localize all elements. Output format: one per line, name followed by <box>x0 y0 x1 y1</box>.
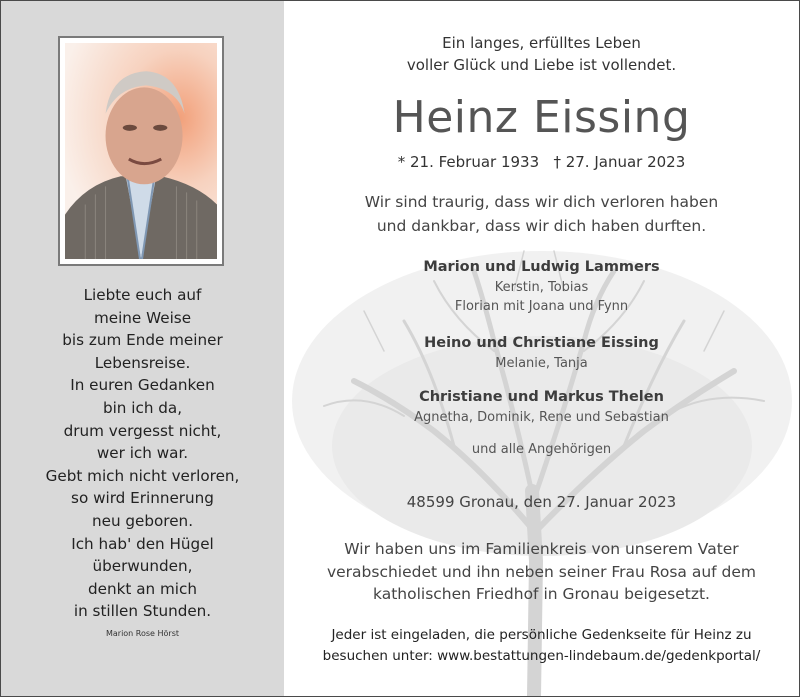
grief-line: und dankbar, dass wir dich haben durften. <box>376 217 707 235</box>
poem-line: Lebensreise. <box>94 353 191 372</box>
main-panel <box>284 1 799 696</box>
intro-line: Ein langes, erfülltes Leben <box>442 34 641 52</box>
poem <box>11 284 274 623</box>
poem-credit: Marion Rose Hörst <box>105 629 180 638</box>
burial-line: katholischen Friedhof in Gronau beigesetzt. <box>373 585 710 603</box>
poem-line: wer ich war. <box>96 444 189 463</box>
grief-line: Wir sind traurig, dass wir dich verloren haben <box>364 193 719 211</box>
poem-line: In euren Gedanken <box>70 376 215 395</box>
portal-line: Jeder ist eingeladen, die persönliche Gedenkseite für Heinz zu <box>331 627 752 643</box>
family-head: Christiane und Markus Thelen <box>419 389 664 405</box>
burial-line: Wir haben uns im Familienkreis von unserem Vater <box>344 540 739 558</box>
place-date: 48599 Gronau, den 27. Januar 2023 <box>406 493 677 511</box>
grief-text <box>284 190 799 238</box>
family-members: Florian mit Joana und Fynn <box>454 299 629 314</box>
family-group <box>284 257 799 316</box>
poem-line: Liebte euch auf <box>83 286 202 304</box>
family-head: Marion und Ludwig Lammers <box>423 259 660 275</box>
poem-line: Gebt mich nicht verloren, <box>45 466 240 485</box>
family-group <box>284 387 799 427</box>
family-head: Heino und Christiane Eissing <box>424 335 659 351</box>
deceased-name: Heinz Eissing <box>392 92 691 143</box>
poem-line: meine Weise <box>93 308 192 327</box>
relatives-line: und alle Angehörigen <box>471 442 612 457</box>
poem-line: in stillen Stunden. <box>73 602 212 621</box>
family-members: Agnetha, Dominik, Rene und Sebastian <box>414 410 669 425</box>
poem-line: neu geboren. <box>91 511 194 530</box>
burial-note <box>284 538 799 606</box>
life-dates: * 21. Februar 1933 † 27. Januar 2023 <box>397 153 686 171</box>
intro-line: voller Glück und Liebe ist vollendet. <box>406 56 677 74</box>
poem-line: bis zum Ende meiner <box>62 331 223 350</box>
poem-line: denkt an mich <box>88 579 197 598</box>
memorial-portal-note <box>284 625 799 667</box>
family-members: Melanie, Tanja <box>495 356 588 371</box>
poem-line: überwunden, <box>92 557 193 576</box>
family-group <box>284 333 799 373</box>
sidebar-panel <box>1 1 284 696</box>
burial-line: verabschiedet und ihn neben seiner Frau Rosa auf dem <box>326 562 757 581</box>
intro-text <box>284 32 799 76</box>
poem-line: Ich hab' den Hügel <box>71 534 214 553</box>
poem-line: so wird Erinnerung <box>71 489 214 508</box>
portrait-illustration <box>65 43 217 259</box>
poem-line: drum vergesst nicht, <box>63 421 222 440</box>
poem-line: bin ich da, <box>102 398 183 417</box>
portrait-photo <box>58 36 224 266</box>
family-members: Kerstin, Tobias <box>494 280 589 295</box>
portal-line: besuchen unter: www.bestattungen-lindebaum.de/gedenkportal/ <box>322 648 761 664</box>
